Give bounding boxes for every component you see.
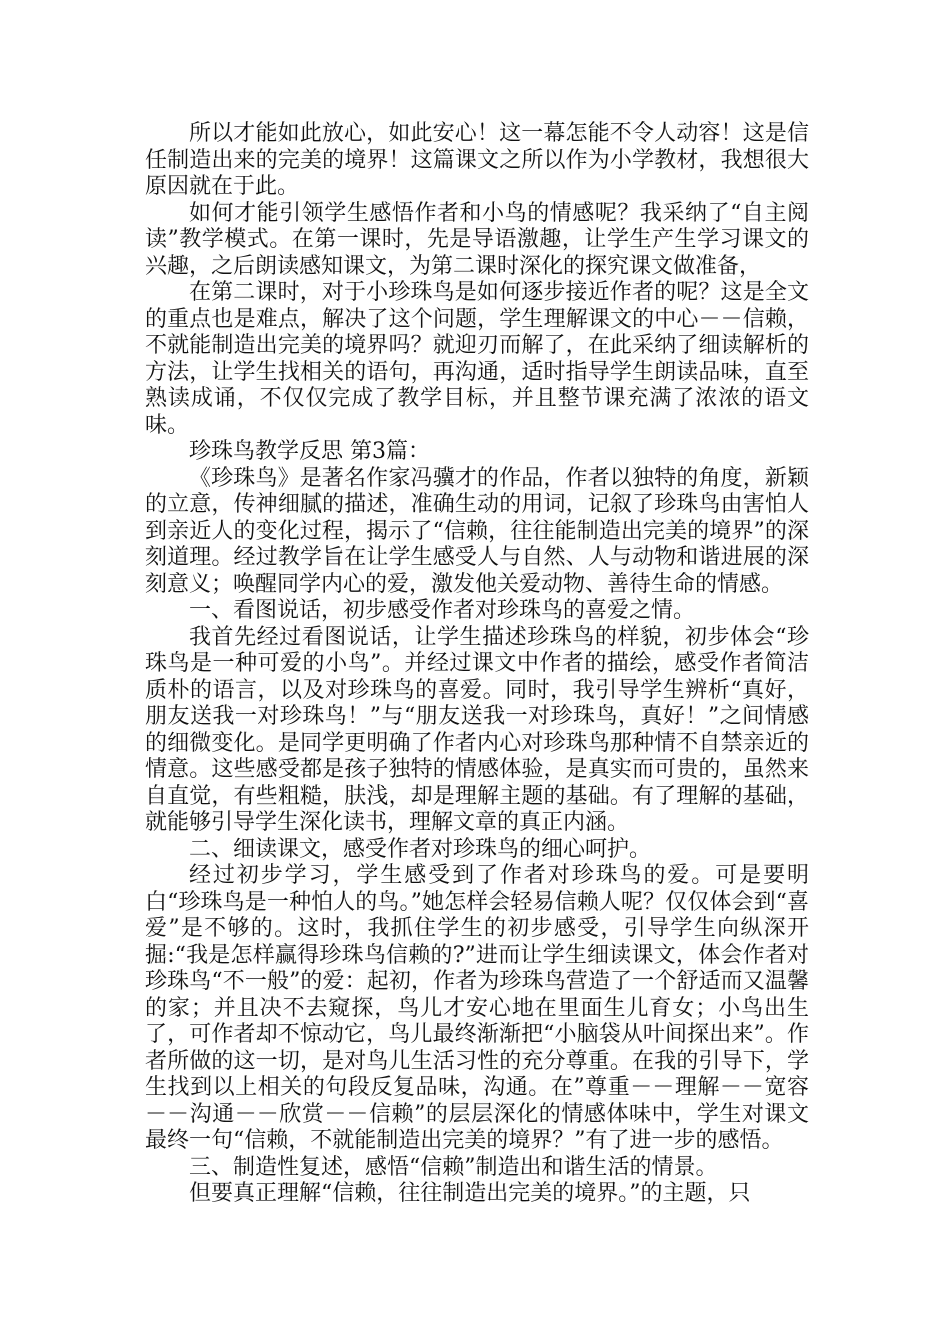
- paragraph-3: 在第二课时，对于小珍珠鸟是如何逐步接近作者的呢？这是全文的重点也是难点，解决了这个问题，学生理解课文的中心－－信赖，不就能制造出完美的境界吗？就迎刃而解了，在此采纳了细读解析的方法，让学生找相关的语句，再沟通，适时指导学生朗读品味，直至熟读成诵，不仅仅完成了教学目标，并且整节课充满了浓浓的语文味。: [145, 280, 809, 438]
- paragraph-2: 如何才能引领学生感悟作者和小鸟的情感呢？我采纳了“自主阅读”教学模式。在第一课时，先是导语激趣，让学生产生学习课文的兴趣，之后朗读感知课文，为第二课时深化的探究课文做准备，: [145, 200, 809, 279]
- heading-1: 一、看图说话，初步感受作者对珍珠鸟的喜爱之情。: [189, 598, 696, 623]
- paragraph-1: 所以才能如此放心，如此安心！这一幕怎能不令人动容！这是信任制造出来的完美的境界！这篇课文之所以作为小学教材，我想很大原因就在于此。: [145, 121, 809, 199]
- heading-2: 二、细读课文，感受作者对珍珠鸟的细心呵护。: [189, 836, 652, 862]
- paragraph-section-1: 我首先经过看图说话，让学生描述珍珠鸟的样貌，初步体会“珍珠鸟是一种可爱的小鸟”。并经过课文中作者的描绘，感受作者简洁质朴的语言，以及对珍珠鸟的喜爱。同时，我引导学生辨析“真好，朋友送我一对珍珠鸟！”与“朋友送我一对珍珠鸟，真好！”之间情感的细微变化。是同学更明确了作者内心对珍珠鸟那种情不自禁亲近的情意。这些感受都是孩子独特的情感体验，是真实而可贵的，虽然来自直觉，有些粗糙，肤浅，却是理解主题的基础。有了理解的基础，就能够引导学生深化读书，理解文章的真正内涵。: [145, 624, 809, 835]
- heading-3: 三、制造性复述，感悟“信赖”制造出和谐生活的情景。: [189, 1154, 718, 1180]
- section-title: 珍珠鸟教学反思 第3篇：: [189, 439, 430, 464]
- paragraph-intro: 《珍珠鸟》是著名作家冯骥才的作品，作者以独特的角度，新颖的立意，传神细腻的描述，准确生动的用词，记叙了珍珠鸟由害怕人到亲近人的变化过程，揭示了“信赖，往往能制造出完美的境界”的深刻道理。经过教学旨在让学生感受人与自然、人与动物和谐进展的深刻意义；唤醒同学内心的爱，激发他关爱动物、善待生命的情感。: [145, 465, 809, 597]
- paragraph-section-3: 但要真正理解“信赖，往往制造出完美的境界。”的主题，只: [189, 1181, 751, 1206]
- document-page: [145, 121, 809, 1208]
- paragraph-section-2: 经过初步学习，学生感受到了作者对珍珠鸟的爱。可是要明白“珍珠鸟是一种怕人的鸟。”她怎样会轻易信赖人呢？仅仅体会到“喜爱”是不够的。这时，我抓住学生的初步感受，引导学生向纵深开掘:“我是怎样赢得珍珠鸟信赖的?”进而让学生细读课文，体会作者对珍珠鸟“不一般”的爱：起初，作者为珍珠鸟营造了一个舒适而又温馨的家；并且决不去窥探，鸟儿才安心地在里面生儿育女；小鸟出生了，可作者却不惊动它，鸟儿最终渐渐把“小脑袋从叶间探出来”。作者所做的这一切，是对鸟儿生活习性的充分尊重。在我的引导下，学生找到以上相关的句段反复品味，沟通。在”尊重－－理解－－宽容－－沟通－－欣赏－－信赖”的层层深化的情感体味中，学生对课文最终一句“信赖，不就能制造出完美的境界？”有了进一步的感悟。: [145, 863, 809, 1153]
